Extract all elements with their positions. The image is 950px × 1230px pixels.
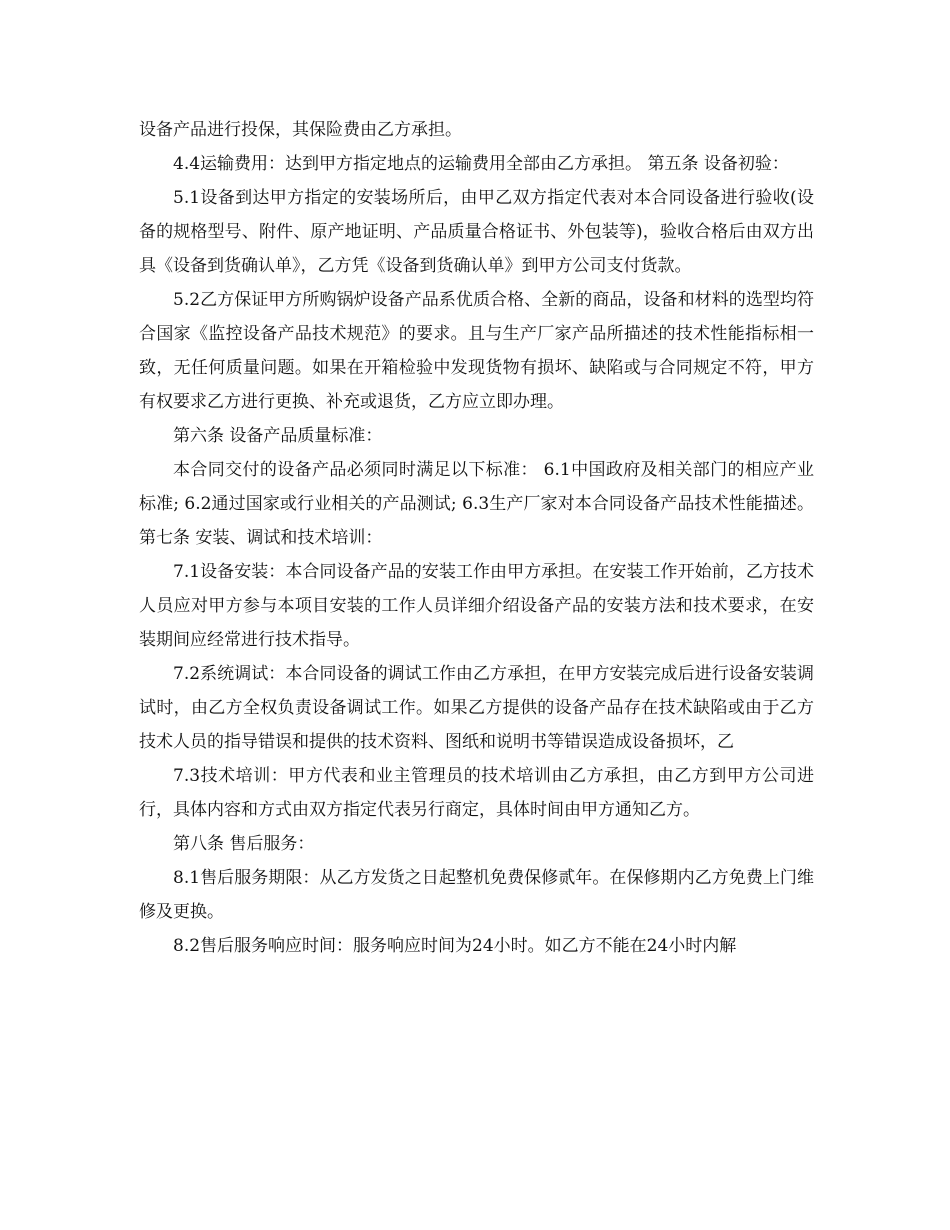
paragraph-8-2: 8.2售后服务响应时间：服务响应时间为24小时。如乙方不能在24小时内解	[173, 936, 737, 956]
paragraph-insurance: 设备产品进行投保，其保险费由乙方承担。	[139, 120, 462, 140]
heading-article-8: 第八条 售后服务：	[173, 834, 315, 854]
paragraph-4-4: 4.4运输费用：达到甲方指定地点的运输费用全部由乙方承担。 第五条 设备初验：	[173, 154, 789, 174]
paragraph-7-1: 7.1设备安装：本合同设备产品的安装工作由甲方承担。在安装工作开始前，乙方技术人员应对甲方参与本项目安装的工作人员详细介绍设备产品的安装方法和技术要求，在安装期间应经常进行技术指导。	[139, 562, 814, 650]
paragraph-7-2: 7.2系统调试：本合同设备的调试工作由乙方承担，在甲方安装完成后进行设备安装调试时，由乙方全权负责设备调试工作。如果乙方提供的设备产品存在技术缺陷或由于乙方技术人员的指导错误和提供的技术资料、图纸和说明书等错误造成设备损坏，乙	[139, 664, 814, 752]
paragraph-8-1: 8.1售后服务期限：从乙方发货之日起整机免费保修贰年。在保修期内乙方免费上门维修及更换。	[139, 868, 814, 922]
paragraph-7-3: 7.3技术培训：甲方代表和业主管理员的技术培训由乙方承担，由乙方到甲方公司进行，具体内容和方式由双方指定代表另行商定，具体时间由甲方通知乙方。	[139, 766, 814, 820]
paragraph-5-1: 5.1设备到达甲方指定的安装场所后，由甲乙双方指定代表对本合同设备进行验收(设备的规格型号、附件、原产地证明、产品质量合格证书、外包装等)，验收合格后由双方出具《设备到货确认单》，乙方凭《设备到货确认单》到甲方公司支付货款。	[139, 188, 814, 276]
heading-article-6: 第六条 设备产品质量标准：	[173, 426, 383, 446]
paragraph-5-2: 5.2乙方保证甲方所购锅炉设备产品系优质合格、全新的商品，设备和材料的选型均符合国家《监控设备产品技术规范》的要求。且与生产厂家产品所描述的技术性能指标相一致，无任何质量问题。如果在开箱检验中发现货物有损坏、缺陷或与合同规定不符，甲方有权要求乙方进行更换、补充或退货，乙方应立即办理。	[139, 290, 814, 412]
paragraph-article-6-standards: 本合同交付的设备产品必须同时满足以下标准： 6.1中国政府及相关部门的相应产业标准; 6.2通过国家或行业相关的产品测试; 6.3生产厂家对本合同设备产品技术性能描述。 第七条 安装、调试和技术培训：	[139, 460, 814, 548]
document-body	[139, 113, 814, 963]
